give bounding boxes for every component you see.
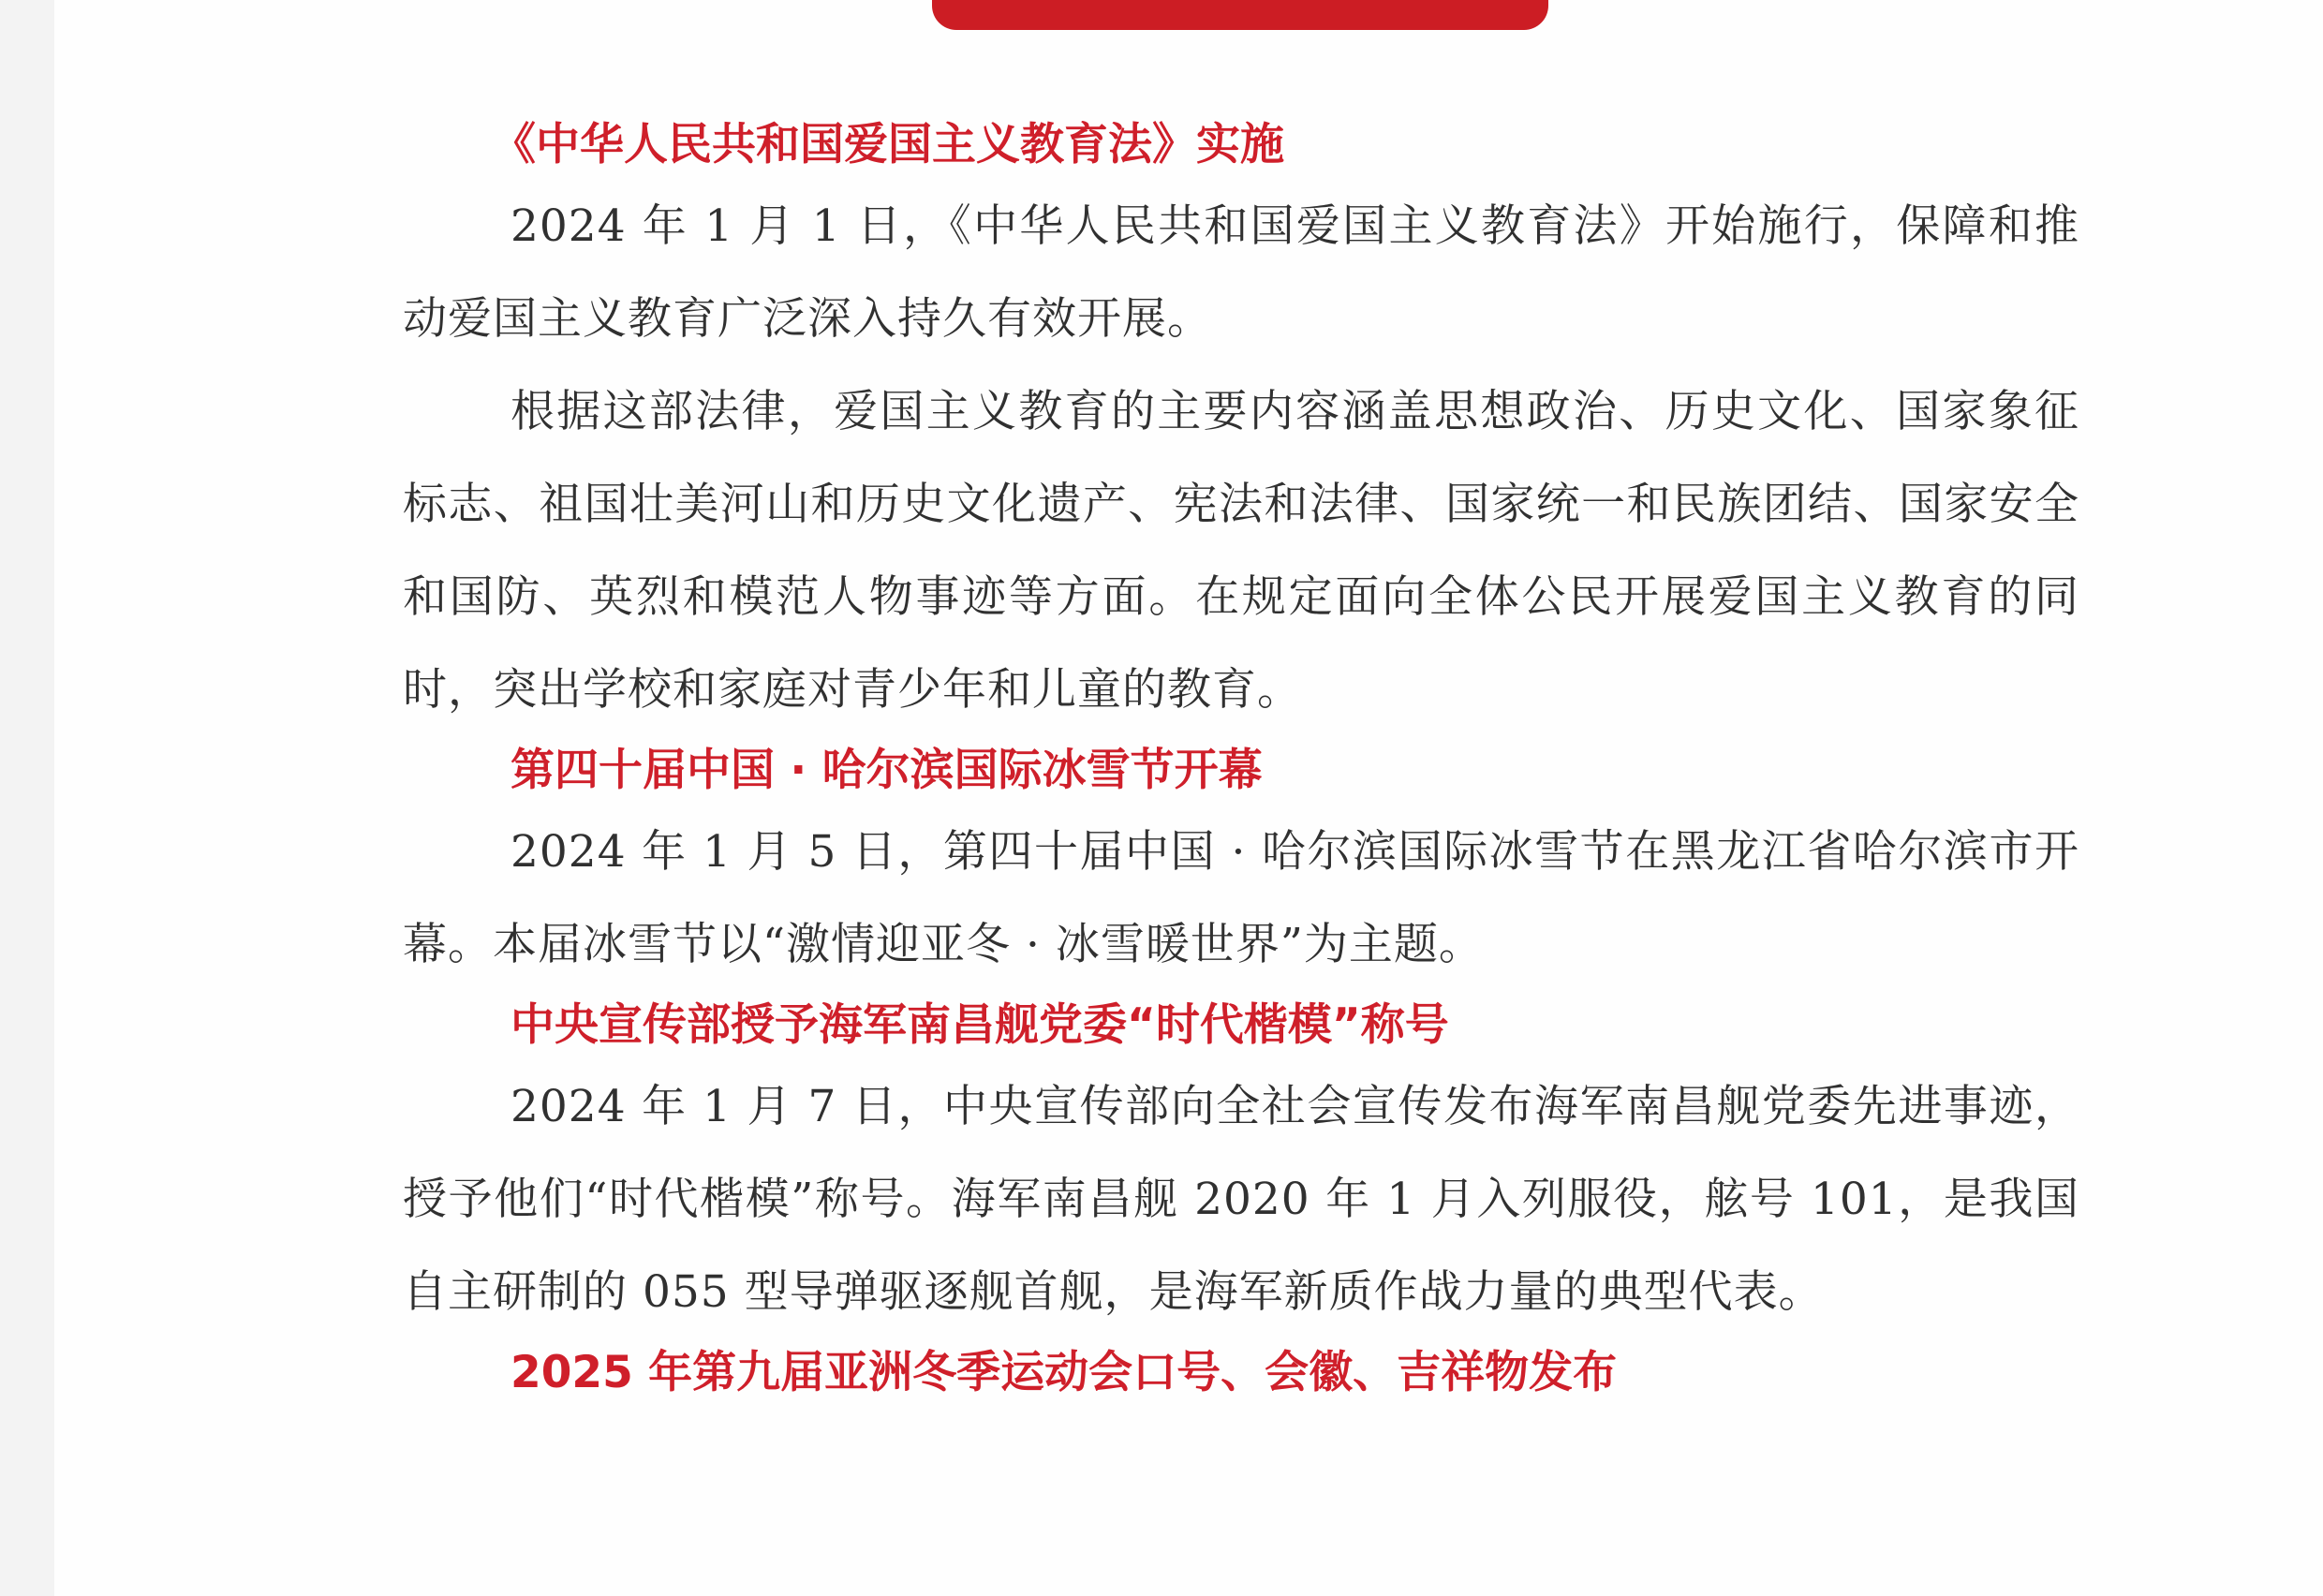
paragraph-education-law-2: 根据这部法律，爱国主义教育的主要内容涵盖思想政治、历史文化、国家象征标志、祖国壮美河山和历史文化遗产、宪法和法律、国家统一和民族团结、国家安全和国防、英烈和模范人物事迹等方面。在规定面向全体公民开展爱国主义教育的同时，突出学校和家庭对青少年和儿童的教育。: [403, 386, 2079, 716]
section-heading-ice-festival: 第四十届中国 · 哈尔滨国际冰雪节开幕: [510, 745, 1263, 796]
document-page: [54, 0, 2323, 1596]
section-heading-education-law: 《中华人民共和国爱国主义教育法》实施: [492, 119, 1284, 170]
article-content: [403, 111, 2079, 1408]
paragraph-nanchang-ship-1: 2024 年 1 月 7 日，中央宣传部向全社会宣传发布海军南昌舰党委先进事迹，授予他们“时代楷模”称号。海军南昌舰 2020 年 1 月入列服役，舷号 101，是我国自主研制的 055 型导弹驱逐舰首舰，是海军新质作战力量的典型代表。: [403, 1081, 2079, 1318]
paragraph-ice-festival-1: 2024 年 1 月 5 日，第四十届中国 · 哈尔滨国际冰雪节在黑龙江省哈尔滨市开幕。本届冰雪节以“激情迎亚冬 · 冰雪暖世界”为主题。: [403, 826, 2079, 970]
paragraph-education-law-1: 2024 年 1 月 1 日，《中华人民共和国爱国主义教育法》开始施行，保障和推动爱国主义教育广泛深入持久有效开展。: [403, 200, 2079, 345]
section-header-bar: [932, 0, 1548, 30]
section-heading-asian-winter-games: 2025 年第九届亚洲冬季运动会口号、会徽、吉祥物发布: [510, 1347, 1618, 1398]
section-heading-nanchang-ship: 中央宣传部授予海军南昌舰党委“时代楷模”称号: [510, 999, 1449, 1051]
